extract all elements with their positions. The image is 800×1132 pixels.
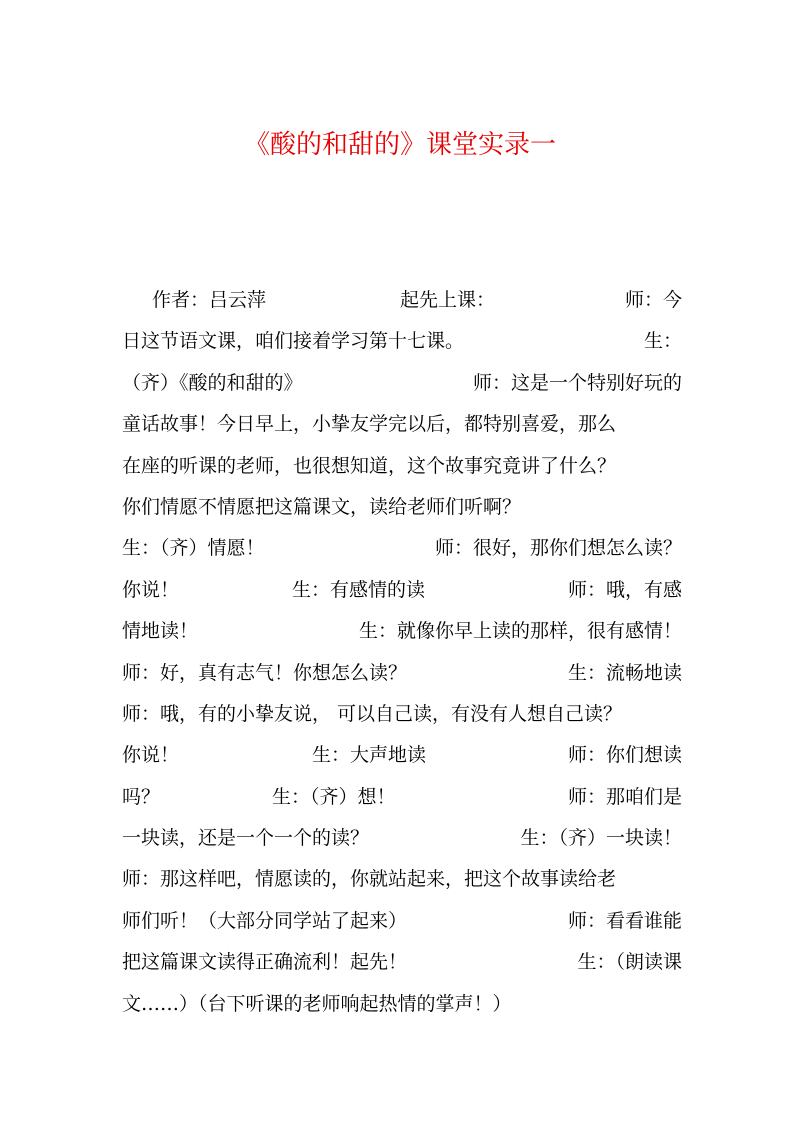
text-segment: 生：（朗读课 [577, 951, 682, 974]
text-segment: 起先上课： [400, 289, 496, 311]
text-segment: 师：哦，有的小挚友说， 可以自己读，有没有人想自己读？ [122, 702, 623, 725]
document-title: 《酸的和甜的》课堂实录一 [243, 130, 556, 160]
text-segment: 师：这是一个特别好玩的 [472, 371, 682, 394]
text-line [122, 859, 682, 900]
text-line [122, 363, 682, 404]
text-segment: 把这篇课文读得正确流利！起先！ [122, 951, 408, 974]
text-segment: 一块读，还是一个一个的读？ [122, 827, 370, 850]
text-segment: 在座的听课的老师，也很想知道，这个故事究竟讲了什么？ [122, 454, 617, 477]
text-segment: 情地读！ [122, 620, 199, 643]
text-segment: 生：（齐）想！ [272, 785, 396, 808]
text-line [122, 735, 682, 776]
text-segment: 你说！ [122, 744, 180, 767]
text-segment: 作者：吕云萍 [152, 289, 267, 311]
text-segment: 生：有感情的读 [292, 578, 426, 601]
text-line [122, 984, 682, 1025]
text-segment: 师：哦，有感 [567, 578, 682, 601]
text-line [122, 321, 682, 362]
text-line [122, 487, 682, 528]
text-segment: 生： [643, 330, 682, 353]
text-line [122, 653, 682, 694]
text-line [122, 611, 682, 652]
text-segment: 日这节语文课，咱们接着学习第十七课。 [122, 330, 465, 353]
text-line [122, 280, 682, 321]
text-line [122, 818, 682, 859]
text-segment: 师：那这样吧，情愿读的，你就站起来，把这个故事读给老 [122, 868, 617, 891]
text-line [122, 446, 682, 487]
text-segment: 师：你们想读 [567, 744, 682, 767]
text-segment: 你们情愿不情愿把这篇课文，读给老师们听啊？ [122, 495, 522, 518]
text-line [122, 694, 682, 735]
text-line [122, 570, 682, 611]
text-segment: 童话故事！今日早上，小挚友学完以后，都特别喜爱，那么 [122, 413, 617, 436]
text-segment: 师们听！（大部分同学站了起来） [122, 909, 408, 932]
text-line [122, 942, 682, 983]
text-segment: 师：今 [624, 289, 682, 311]
text-segment: 生：就像你早上读的那样，很有感情！ [358, 620, 682, 643]
text-segment: 师：好，真有志气！你想怎么读？ [122, 661, 408, 684]
text-segment: 文……）（台下听课的老师响起热情的掌声！） [122, 992, 512, 1015]
text-segment: 师：看看谁能 [567, 909, 682, 932]
text-line [122, 404, 682, 445]
text-segment: 生：流畅地读 [567, 661, 682, 684]
text-segment: 你说！ [122, 578, 180, 601]
document-body [122, 280, 682, 1025]
text-segment: 生：（齐）情愿！ [122, 537, 265, 560]
text-segment: 吗？ [122, 785, 161, 808]
text-segment: 生：大声地读 [312, 744, 427, 767]
text-segment: 生：（齐）一块读！ [520, 827, 682, 850]
text-segment: 师：很好，那你们想怎么读？ [434, 537, 682, 560]
text-segment: 师：那咱们是 [567, 785, 682, 808]
text-line [122, 528, 682, 569]
text-segment: （齐）《酸的和甜的》 [122, 371, 303, 394]
text-line [122, 777, 682, 818]
text-line [122, 901, 682, 942]
